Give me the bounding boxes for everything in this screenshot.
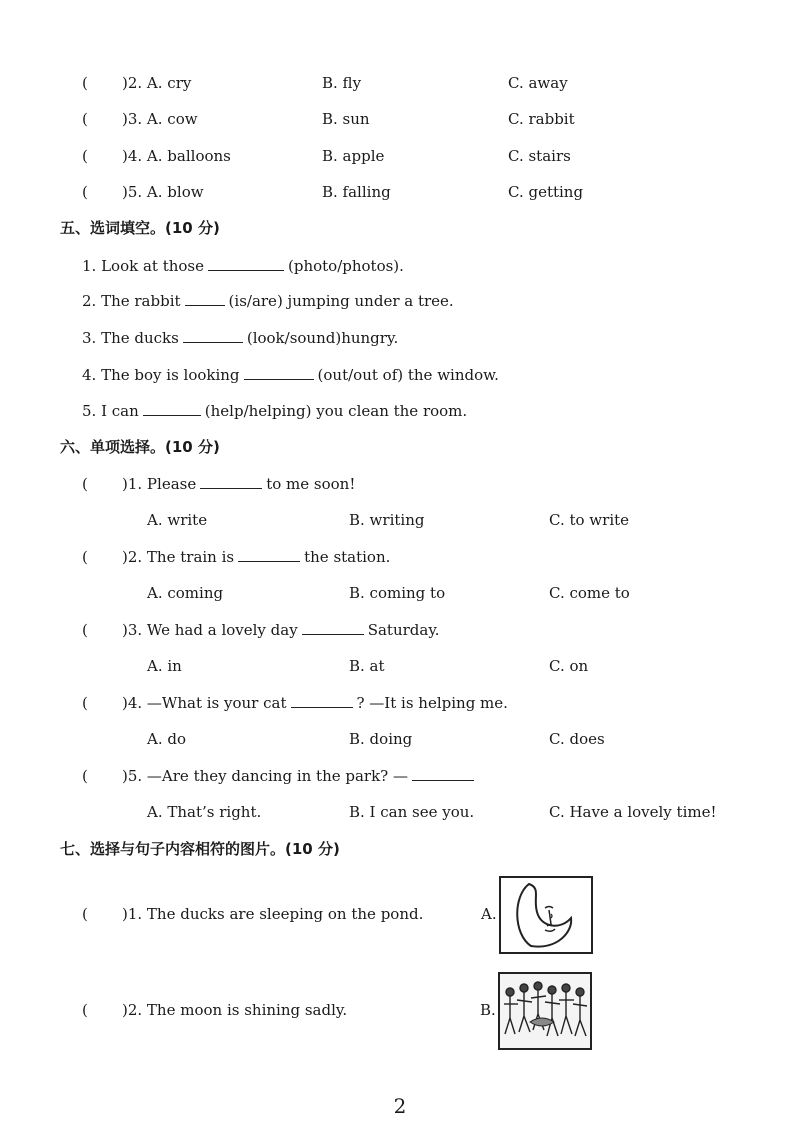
question-blank xyxy=(238,547,300,562)
item-text: (help/helping) you clean the room. xyxy=(204,402,468,420)
question-text xyxy=(122,766,478,786)
option-c: C. come to xyxy=(549,584,630,602)
fill-blank[interactable] xyxy=(143,401,201,416)
item-text: 2. The rabbit xyxy=(82,292,181,310)
picture-label: A. xyxy=(481,905,497,923)
option-c: C. away xyxy=(508,74,568,92)
option-b: B. doing xyxy=(349,730,413,748)
section-7-title: 七、选择与句子内容相符的图片。(10 分) xyxy=(60,840,340,858)
question-blank xyxy=(200,474,262,489)
question-before: )5. —Are they dancing in the park? — xyxy=(122,767,408,785)
sec5-item-1 xyxy=(82,256,404,276)
item-text: 1. Look at those xyxy=(82,257,204,275)
answer-paren[interactable]: ( xyxy=(82,147,88,165)
fill-blank[interactable] xyxy=(183,328,243,343)
option-b: B. apple xyxy=(322,147,385,165)
fill-blank[interactable] xyxy=(244,365,314,380)
option-c: C. stairs xyxy=(508,147,571,165)
sentence-text: )2. The moon is shining sadly. xyxy=(122,1001,348,1019)
page-number: 2 xyxy=(393,1094,407,1118)
option-c: C. on xyxy=(549,657,589,675)
option-a: )4. A. balloons xyxy=(122,147,231,165)
answer-paren[interactable]: ( xyxy=(82,1001,88,1019)
question-blank xyxy=(412,766,474,781)
item-text: 4. The boy is looking xyxy=(82,366,240,384)
sec5-item-4 xyxy=(82,365,499,385)
option-a: A. That’s right. xyxy=(147,803,262,821)
question-before: )3. We had a lovely day xyxy=(122,621,298,639)
question-blank xyxy=(302,620,364,635)
option-b: B. fly xyxy=(322,74,362,92)
sec5-item-3 xyxy=(82,328,398,348)
option-c: C. to write xyxy=(549,511,630,529)
question-text xyxy=(122,474,355,494)
option-b: B. falling xyxy=(322,183,391,201)
option-c: C. does xyxy=(549,730,605,748)
option-b: B. I can see you. xyxy=(349,803,475,821)
question-before: )2. The train is xyxy=(122,548,235,566)
option-a: A. coming xyxy=(147,584,224,602)
item-text: 5. I can xyxy=(82,402,139,420)
sentence-text: )1. The ducks are sleeping on the pond. xyxy=(122,905,424,923)
answer-paren[interactable]: ( xyxy=(82,475,88,493)
answer-paren[interactable]: ( xyxy=(82,621,88,639)
moon-picture xyxy=(499,876,593,954)
question-before: )4. —What is your cat xyxy=(122,694,287,712)
answer-paren[interactable]: ( xyxy=(82,905,88,923)
option-c: C. Have a lovely time! xyxy=(549,803,717,821)
question-after: Saturday. xyxy=(367,621,440,639)
answer-paren[interactable]: ( xyxy=(82,767,88,785)
section-6-title: 六、单项选择。(10 分) xyxy=(60,438,220,456)
question-after: ? —It is helping me. xyxy=(356,694,508,712)
item-text: (is/are) jumping under a tree. xyxy=(228,292,454,310)
dancing-people-picture xyxy=(498,972,592,1050)
sec5-item-2 xyxy=(82,291,454,311)
question-blank xyxy=(291,693,353,708)
item-text: (photo/photos). xyxy=(288,257,404,275)
answer-paren[interactable]: ( xyxy=(82,694,88,712)
item-text: (out/out of) the window. xyxy=(317,366,499,384)
sec5-item-5 xyxy=(82,401,467,421)
option-a: A. in xyxy=(147,657,182,675)
dancing-people-icon xyxy=(500,974,590,1048)
answer-paren[interactable]: ( xyxy=(82,74,88,92)
answer-paren[interactable]: ( xyxy=(82,548,88,566)
picture-label: B. xyxy=(480,1001,496,1019)
section-5-title: 五、选词填空。(10 分) xyxy=(60,219,220,237)
answer-paren[interactable]: ( xyxy=(82,110,88,128)
option-a: )2. A. cry xyxy=(122,74,192,92)
option-a: )5. A. blow xyxy=(122,183,204,201)
item-text: (look/sound)hungry. xyxy=(246,329,399,347)
question-text xyxy=(122,693,508,713)
option-a: )3. A. cow xyxy=(122,110,198,128)
fill-blank[interactable] xyxy=(208,256,284,271)
option-a: A. do xyxy=(147,730,187,748)
question-text xyxy=(122,620,440,640)
fill-blank[interactable] xyxy=(185,291,225,306)
question-before: )1. Please xyxy=(122,475,197,493)
question-after: the station. xyxy=(304,548,391,566)
option-c: C. rabbit xyxy=(508,110,575,128)
option-c: C. getting xyxy=(508,183,584,201)
option-a: A. write xyxy=(147,511,208,529)
answer-paren[interactable]: ( xyxy=(82,183,88,201)
question-text xyxy=(122,547,390,567)
question-after: to me soon! xyxy=(266,475,356,493)
option-b: B. writing xyxy=(349,511,425,529)
option-b: B. sun xyxy=(322,110,370,128)
option-b: B. coming to xyxy=(349,584,446,602)
moon-face-icon xyxy=(501,878,591,952)
option-b: B. at xyxy=(349,657,385,675)
item-text: 3. The ducks xyxy=(82,329,179,347)
